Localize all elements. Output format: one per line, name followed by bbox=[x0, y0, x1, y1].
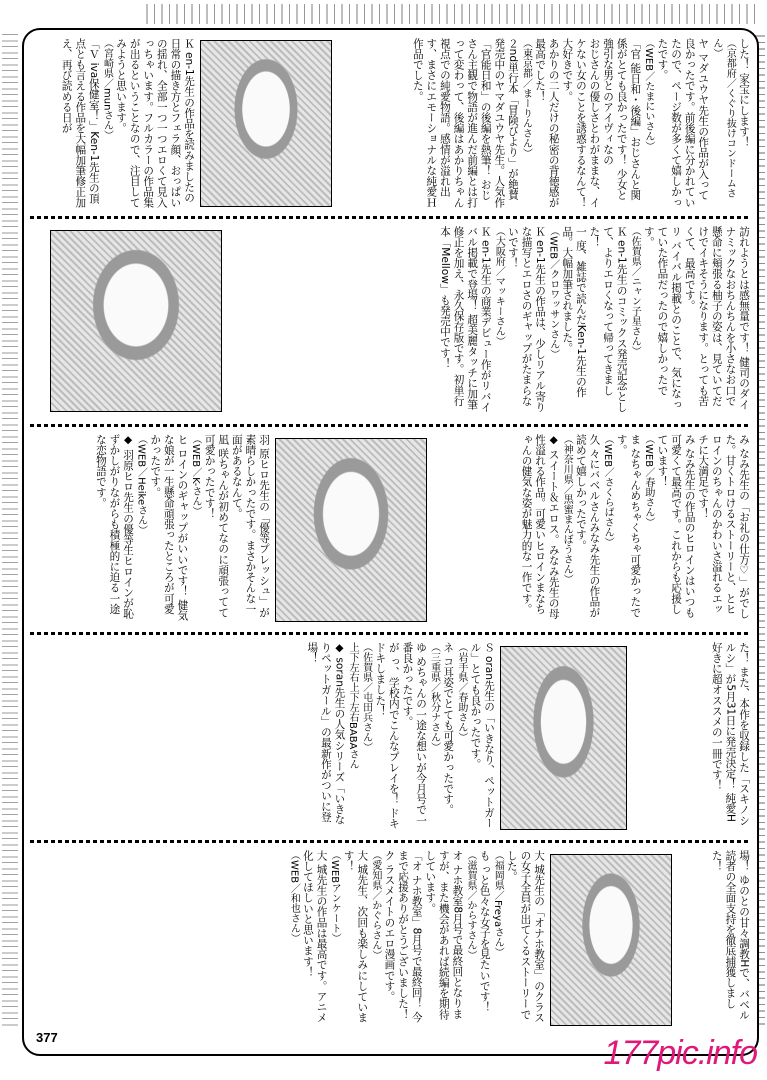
left-border-pattern bbox=[2, 30, 18, 1030]
manga-illustration bbox=[550, 854, 672, 1026]
page-number: 377 bbox=[36, 1030, 58, 1045]
reader-signature: （宮崎県／munさん） bbox=[101, 38, 113, 141]
row-5-text-left bbox=[30, 850, 545, 1028]
letters-row-4 bbox=[30, 642, 750, 832]
editor-comment: Ｋ en-1先生の商業デビュー作がリバイバル掲載で登場！ 超美麗タッチに加筆修正を加え、永久保存版です。初単行本「Mellow」も発売中です！ bbox=[438, 226, 492, 413]
letters-row-2 bbox=[30, 226, 750, 416]
reader-signature: （WEB／和也さん） bbox=[288, 850, 300, 944]
reader-letter: 大 城先生の作品は最高です。アニメ化してほしいと思います！ bbox=[301, 850, 328, 1023]
reader-signature: （大阪府／マッキーさん） bbox=[493, 226, 505, 346]
reader-signature: （滋賀県／からすさん） bbox=[465, 850, 477, 960]
reader-signature: （WEBアンケート） bbox=[329, 850, 341, 944]
row-divider bbox=[30, 424, 750, 427]
reader-letter: も っと色々な女子を見たいです！ bbox=[478, 850, 491, 1013]
row-2-text bbox=[170, 226, 750, 416]
reader-signature: （WEB／クロワッサンさん） bbox=[547, 226, 559, 360]
reader-letter: が っ、学校内でこんなプレイを！ ドキドキしました！ bbox=[374, 642, 400, 829]
letters-row-5 bbox=[30, 850, 750, 1028]
letters-row-3 bbox=[30, 434, 750, 624]
reader-letter: 羽 原ヒロ先生の「優等プレッシュ」が素晴らしかったです。まさかそんな一面があるなんて。 bbox=[230, 434, 270, 618]
row-3-text-left bbox=[30, 434, 270, 624]
reader-signature: （愛知県／かぐらさん） bbox=[369, 850, 381, 960]
reader-letter: み なみ先生の作品のヒロインはいつも可愛くて最高です。これからも応援しています！ bbox=[656, 434, 696, 618]
reader-signature: （WEB／K-さん） bbox=[190, 434, 202, 517]
reader-signature: （神奈川県／黒蜜まんぼうさん） bbox=[561, 434, 573, 584]
reader-signature: （東京都／まーりんさん） bbox=[520, 38, 532, 158]
row-3-text-right bbox=[430, 434, 750, 624]
reader-letter: あかりの二人だけの秘密の背徳感が最高でした！ bbox=[534, 38, 560, 208]
reader-letter: Ｋ en-1先生のコミックス発売記念として、よりエロくなって帰ってきました！ bbox=[588, 226, 628, 413]
reader-letter: リ バイバル掲載とのことで、気になっていた作品だったので嬉しかったです。 bbox=[642, 226, 683, 410]
reader-letter: Ｋ en-1先生の作品を読みましたの日常の描き方とフェラ顔、おっぱいの揺れ、全部一つ一つエロくて見入っちゃいます。フルカラーの作品集が出るということなので、注目してみようと思います。 bbox=[115, 38, 195, 208]
reader-letter: おじさんの優しさとわがままな、イケない女のことを誘惑するなんて！ 大好きです。 bbox=[561, 38, 601, 208]
reader-letter: した！ 家宝にします！ bbox=[738, 38, 750, 148]
reader-letter: 「オ ナホ教室」8月号で最終回！ 今まで応援ありがとうございました！ bbox=[397, 850, 423, 1023]
reader-letter: オ ナホ教室8月号で最終回となりますが、また機会があれば続編を期待しています。 bbox=[424, 850, 464, 1020]
reader-letter: み なみ先生の「お礼の仕方♡」がでした。甘くトロけるストーリーと、とヒロインのちゃんのかわいさ溢れるエッチに大満足です！ bbox=[697, 434, 750, 619]
reader-letter: 一 度、雑誌で読んだKen-1先生の作品。大幅加筆されました。 bbox=[561, 226, 587, 398]
reader-signature: （WEB／Heikeさん） bbox=[135, 434, 147, 536]
manga-illustration bbox=[275, 438, 427, 622]
site-watermark: 177pic.info bbox=[603, 1034, 757, 1072]
reader-signature: （佐賀県／ニャン子星さん） bbox=[629, 226, 641, 356]
reader-letter: ヤ マダユウヤ先生の作品が入って良かったです。前後編に分かれていたので、ページ数が多くて嬉しかったです。 bbox=[656, 38, 710, 208]
editor-comment: ◆ soran先生の人気シリーズ「いきなりペットガール」の最新作がついに登場！ bbox=[306, 642, 346, 825]
reader-signature: （WEB／春助さん） bbox=[642, 434, 654, 528]
reader-letter: Ｓ oran先生の「いきなり、ペットガール」とても良かったです。 bbox=[469, 642, 495, 829]
manga-illustration bbox=[200, 40, 332, 207]
reader-letter: ク ラスメイトのエロ漫画です。 bbox=[383, 850, 396, 1002]
reader-signature: （WEB／さくらばさん） bbox=[602, 434, 614, 548]
row-divider bbox=[30, 840, 750, 843]
editor-comment: ◆ スイート＆エロス。みなみ先生の母性溢れる作品。可愛いヒロインまなちゃんの健気な姿が魅力的な一作です。 bbox=[520, 434, 560, 619]
letters-row-1 bbox=[30, 38, 750, 208]
editor-comment: 場！ ゆのとの甘々調教Hで、バベル読者の全面支持を徹底捕獲しました！ bbox=[710, 850, 750, 1021]
reader-letter: ネ コ耳姿でとても可愛かったです。 bbox=[442, 642, 455, 815]
reader-signature: （佐賀県／屯田兵さん） bbox=[360, 642, 372, 752]
reader-letter: ま なちゃんめちゃくちゃ可愛かったです。 bbox=[615, 434, 642, 618]
reader-letter: ゆ めちゃんの一途な想いが今月号で一番良かったです。 bbox=[401, 642, 428, 826]
reader-signature: （三重県／秋分ナさん） bbox=[428, 642, 440, 752]
reader-letter: 「官 能日和・後編」おじさんと関係がとても良かったです！ 少女と強引な男とのアイヴィなの bbox=[602, 38, 642, 201]
row-divider bbox=[30, 216, 750, 219]
reader-signature: （福岡県／Freyaさん） bbox=[492, 850, 504, 958]
reader-letter: 久 々にバベルさんみなみ先生の作品が読めて嬉しかったです。 bbox=[574, 434, 601, 618]
reader-letter: 大 城先生の「オナホ教室」のクラスの女子全員が出てくるストーリーでした。 bbox=[505, 850, 545, 1023]
row-divider bbox=[30, 632, 750, 635]
editor-comment: ◆ 羽原ヒロ先生の優等生ヒロインが恥ずかしがりながらも積極的に迫る一途な恋物語です。 bbox=[94, 434, 135, 619]
row-4-text-right bbox=[630, 642, 750, 832]
editor-comment: ２nd単行本「冒険びより」が絶賛発売中のヤマダユウヤ先生。人気作「官能日和」の後編を熱筆！ おじさん主観で物語が進んだ前編とは打って変わって、後編はあかりちゃん視点での純愛物語。感情が溢れ出す、まさにエモーショナルな純愛Ｈ作品でした。 bbox=[411, 38, 519, 208]
reader-letter: 大 城先生、次回も楽しみにしています！ bbox=[342, 850, 369, 1023]
reader-letter: 「Ｖ iva保健室！」Ken-1先生の頂点とも言える作品を大幅加筆修正加え、再び読める日が bbox=[60, 38, 100, 208]
reader-letter: ヒ ロインのギャップがいいです！ 健気な娘が一生懸命頑張ったところが可愛かったです。 bbox=[149, 434, 189, 621]
row-5-text-right bbox=[675, 850, 750, 1028]
reader-signature: （京都府／くぐり抜けコンドームさん） bbox=[710, 38, 736, 198]
manga-illustration bbox=[50, 230, 222, 412]
reader-signature: 上下左右上下左右BABAさん bbox=[347, 642, 359, 770]
row-4-text-left bbox=[30, 642, 495, 832]
reader-letter: 凪 咲ちゃんが初めてなのに頑張ってて可愛かったです！ bbox=[203, 434, 230, 618]
reader-letter: 訪れようとは感無量です！ 健司のダイナミックなおちんちんを小さなお口で懸命に頬張る柚子の姿は、見ていてだけでイキそうになります。とっても苦くて、最高です。 bbox=[683, 226, 750, 410]
row-1-text-left bbox=[30, 38, 195, 208]
editor-comment: た！ また、本作を収録した「スキノシルシ」が5月31日に発売決定！ 純愛H好きに超オススメの一冊です！ bbox=[710, 642, 750, 826]
reader-letter: Ｋ en-1先生の作品は、少しリアル寄りな描写とエロさのギャップがたまらないです！ bbox=[506, 226, 547, 413]
manga-illustration bbox=[500, 646, 627, 830]
top-border-pattern bbox=[140, 4, 760, 24]
reader-signature: （WEB／たまにいさん） bbox=[642, 38, 654, 152]
reader-signature: （岩手県／春助さん） bbox=[455, 642, 467, 742]
